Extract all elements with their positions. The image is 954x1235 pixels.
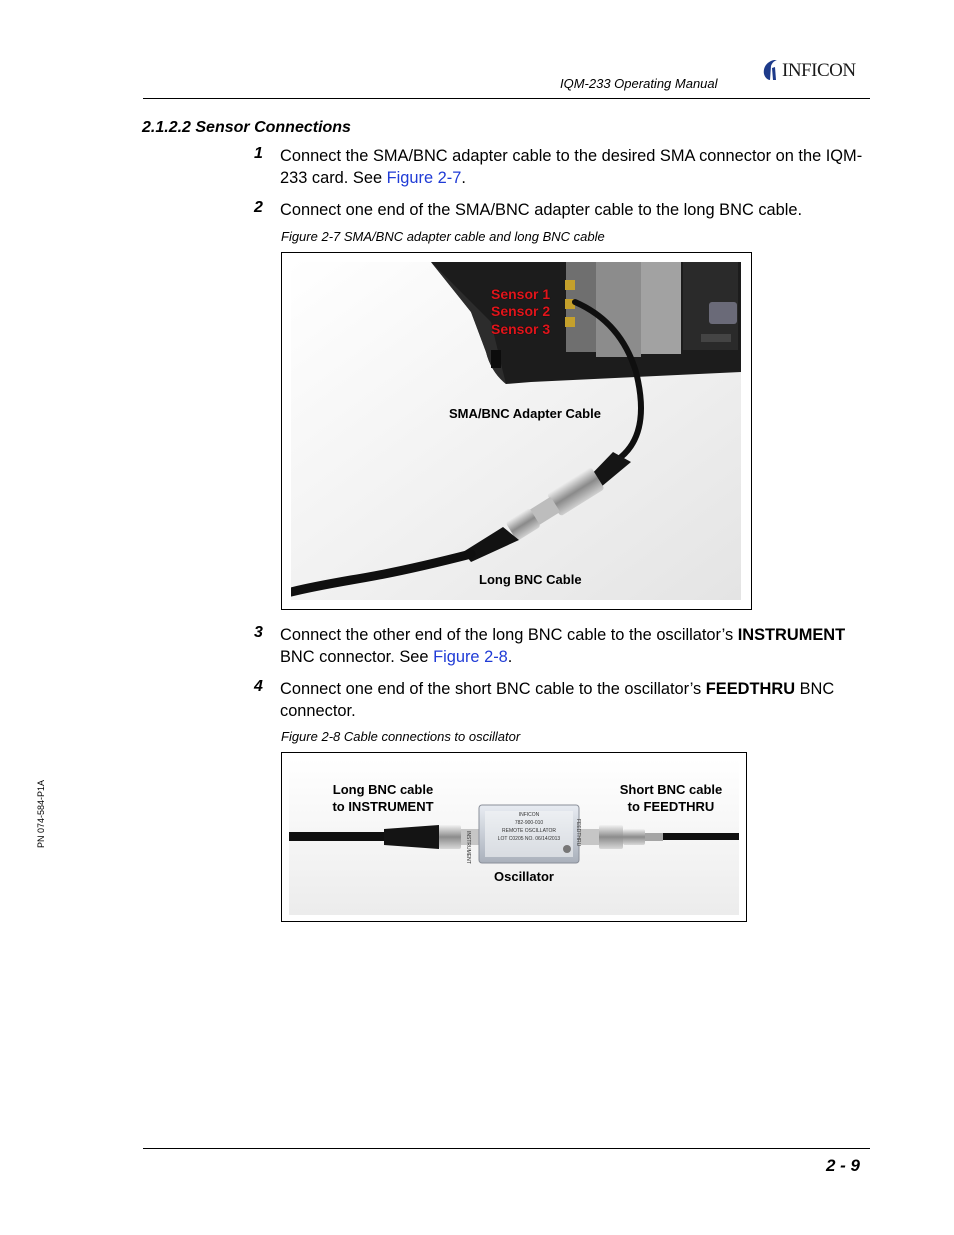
step-text-part: Connect the other end of the long BNC cable to the oscillator’s <box>280 626 738 644</box>
label-line: to FEEDTHRU <box>627 799 715 814</box>
figure-2-8-link[interactable]: Figure 2-8 <box>433 648 508 666</box>
oscillator-label: Oscillator <box>494 869 554 884</box>
step-text-part: . <box>507 648 513 666</box>
instrument-connector-name: INSTRUMENT <box>737 626 846 644</box>
inficon-logo-mark-icon <box>760 58 782 84</box>
logo-text: INFICON <box>782 60 856 81</box>
step-2 <box>254 199 874 223</box>
figure-2-8-caption: Figure 2-8 Cable connections to oscillator <box>281 729 521 744</box>
oscillator-label-plate <box>487 811 571 843</box>
step-number: 3 <box>254 624 263 641</box>
long-bnc-cable-label: Long BNC Cable <box>479 572 582 587</box>
figure-2-7-link[interactable]: Figure 2-7 <box>386 169 462 187</box>
plate-instrument-text: INSTRUMENT <box>465 831 471 864</box>
long-bnc-to-instrument-label <box>323 781 443 815</box>
sensor-2-label: Sensor 2 <box>491 303 551 319</box>
part-number: PN 074-584-P1A <box>36 779 46 848</box>
plate-line: LOT C0205 NO. 06/14/2013 <box>497 836 561 842</box>
inficon-logo <box>760 58 872 84</box>
plate-line: REMOTE OSCILLATOR <box>502 828 556 834</box>
step-4 <box>254 678 874 724</box>
footer-rule <box>143 1148 870 1149</box>
step-text: Connect one end of the SMA/BNC adapter cable to the long BNC cable. <box>280 201 803 219</box>
figure-2-7 <box>281 252 752 610</box>
short-bnc-to-feedthru-label <box>611 781 731 815</box>
figure-2-7-caption: Figure 2-7 SMA/BNC adapter cable and long BNC cable <box>281 229 605 244</box>
step-text-part: Connect one end of the short BNC cable to the oscillator’s <box>280 680 706 698</box>
feedthru-connector-name: FEEDTHRU <box>705 680 796 698</box>
page-number: 2 - 9 <box>826 1156 861 1175</box>
step-number: 4 <box>254 678 263 695</box>
figure-2-8 <box>281 752 747 922</box>
adapter-cable-label: SMA/BNC Adapter Cable <box>449 406 601 421</box>
section-heading: 2.1.2.2 Sensor Connections <box>142 119 351 136</box>
step-text-part: BNC connector. See <box>280 648 434 666</box>
step-text <box>280 145 875 189</box>
label-line: to INSTRUMENT <box>332 799 434 814</box>
label-line: Long BNC cable <box>332 782 434 797</box>
step-1 <box>254 145 874 191</box>
manual-title: IQM-233 Operating Manual <box>560 76 718 91</box>
step-number: 1 <box>254 145 263 162</box>
cable-photo <box>291 262 741 600</box>
step-text <box>280 678 875 722</box>
sensor-1-label: Sensor 1 <box>491 286 551 302</box>
step-text-part: Connect the SMA/BNC adapter cable to the desired SMA connector on the IQM-233 card. See <box>280 147 863 187</box>
step-3 <box>254 624 874 670</box>
header-rule <box>143 98 870 99</box>
step-text <box>280 624 875 668</box>
plate-feedthru-text: FEEDTHRU <box>575 819 581 847</box>
oscillator-photo <box>289 759 739 915</box>
label-line: Short BNC cable <box>619 782 723 797</box>
plate-line: 782-900-010 <box>514 820 544 826</box>
plate-line: INFICON <box>518 812 540 818</box>
step-text-part: BNC connector. <box>280 680 835 720</box>
step-number: 2 <box>254 199 263 216</box>
step-text-part: . <box>461 169 466 187</box>
sensor-3-label: Sensor 3 <box>491 321 551 337</box>
